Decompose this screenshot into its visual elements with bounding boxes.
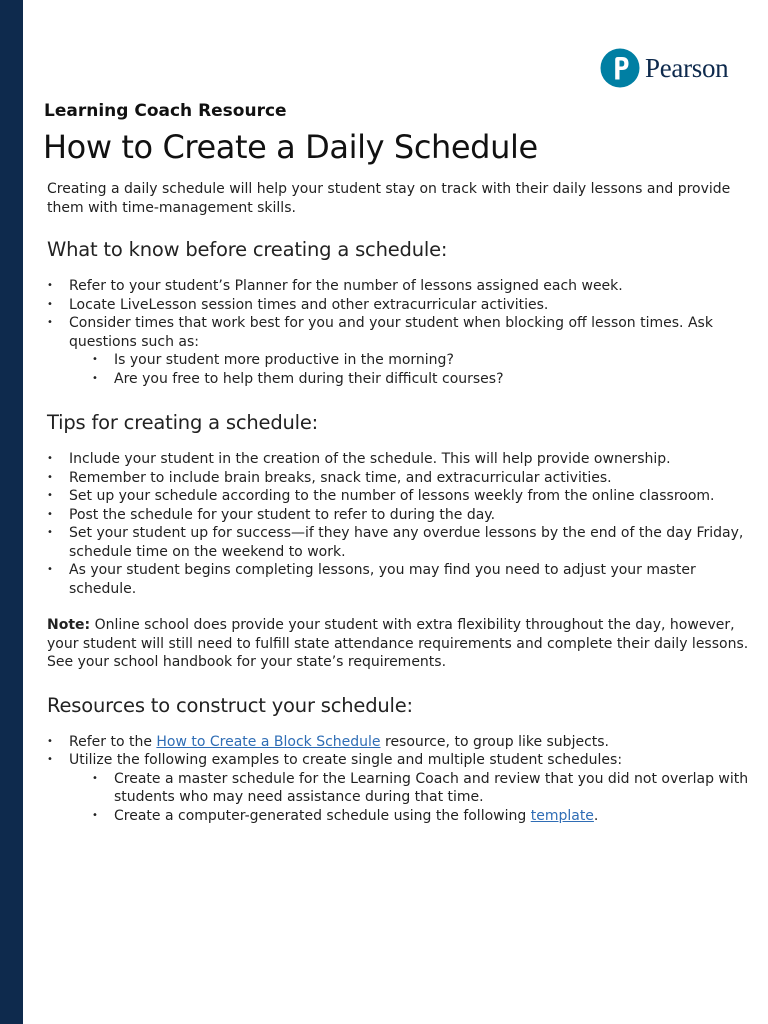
questions-sublist (69, 351, 752, 388)
before-creating-list (47, 277, 752, 388)
tips-list (47, 450, 752, 598)
template-link[interactable]: template (530, 807, 594, 824)
list-item-text: resource, to group like subjects. (380, 733, 610, 750)
intro-paragraph: Creating a daily schedule will help your student stay on track with their daily lessons and provide them with time-management skills. (47, 181, 731, 216)
list-item-text: Consider times that work best for you and your student when blocking off lesson times. Ask questions such as: (69, 315, 713, 350)
sublist-item: • Is your student more productive in the morning? (92, 351, 752, 370)
list-item: • Set up your schedule according to the number of lessons weekly from the online classroom. (47, 487, 752, 506)
list-item: • As your student begins completing lessons, you may find you need to adjust your master schedule. (47, 561, 752, 598)
list-item: • Locate LiveLesson session times and other extracurricular activities. (47, 296, 752, 315)
page-title: How to Create a Daily Schedule (43, 128, 538, 166)
document-body (47, 180, 752, 825)
note-label: Note: (47, 617, 91, 633)
block-schedule-link[interactable]: How to Create a Block Schedule (156, 733, 381, 750)
pearson-logo (600, 48, 728, 88)
sublist-item-text: Create a computer-generated schedule using the following (114, 807, 531, 824)
note-paragraph (47, 616, 752, 672)
examples-sublist (69, 770, 752, 826)
list-item: • Post the schedule for your student to refer to during the day. (47, 506, 752, 525)
brand-name: Pearson (645, 52, 729, 83)
list-item (47, 314, 752, 388)
resources-list (47, 733, 752, 826)
section-heading-before-creating: What to know before creating a schedule: (47, 238, 448, 261)
resource-label: Learning Coach Resource (44, 101, 287, 121)
sublist-item: • Create a master schedule for the Learning Coach and review that you did not overlap with students who may need assistance during that time. (92, 770, 752, 807)
sublist-item (92, 807, 752, 826)
pearson-logo-icon (600, 48, 640, 88)
list-item: • Refer to your student’s Planner for the number of lessons assigned each week. (47, 277, 752, 296)
list-item-text: Utilize the following examples to create single and multiple student schedules: (69, 752, 623, 768)
list-item (47, 733, 752, 752)
side-accent-bar (0, 0, 23, 1024)
list-item: • Include your student in the creation of the schedule. This will help provide ownership. (47, 450, 752, 469)
section-heading-tips: Tips for creating a schedule: (47, 411, 319, 434)
list-item (47, 751, 752, 825)
section-heading-resources: Resources to construct your schedule: (47, 693, 413, 717)
note-text: Online school does provide your student with extra flexibility throughout the day, however, your student will still need to fulfill state attendance requirements and complete their daily lessons. See your school handbook for your state’s requirements. (47, 617, 749, 670)
list-item: • Set your student up for success—if they have any overdue lessons by the end of the day Friday, schedule time on the weekend to work. (47, 524, 752, 561)
sublist-item-text: . (593, 807, 599, 824)
list-item: • Remember to include brain breaks, snack time, and extracurricular activities. (47, 469, 752, 488)
list-item-text: Refer to the (69, 733, 157, 750)
sublist-item: • Are you free to help them during their difficult courses? (92, 370, 752, 389)
